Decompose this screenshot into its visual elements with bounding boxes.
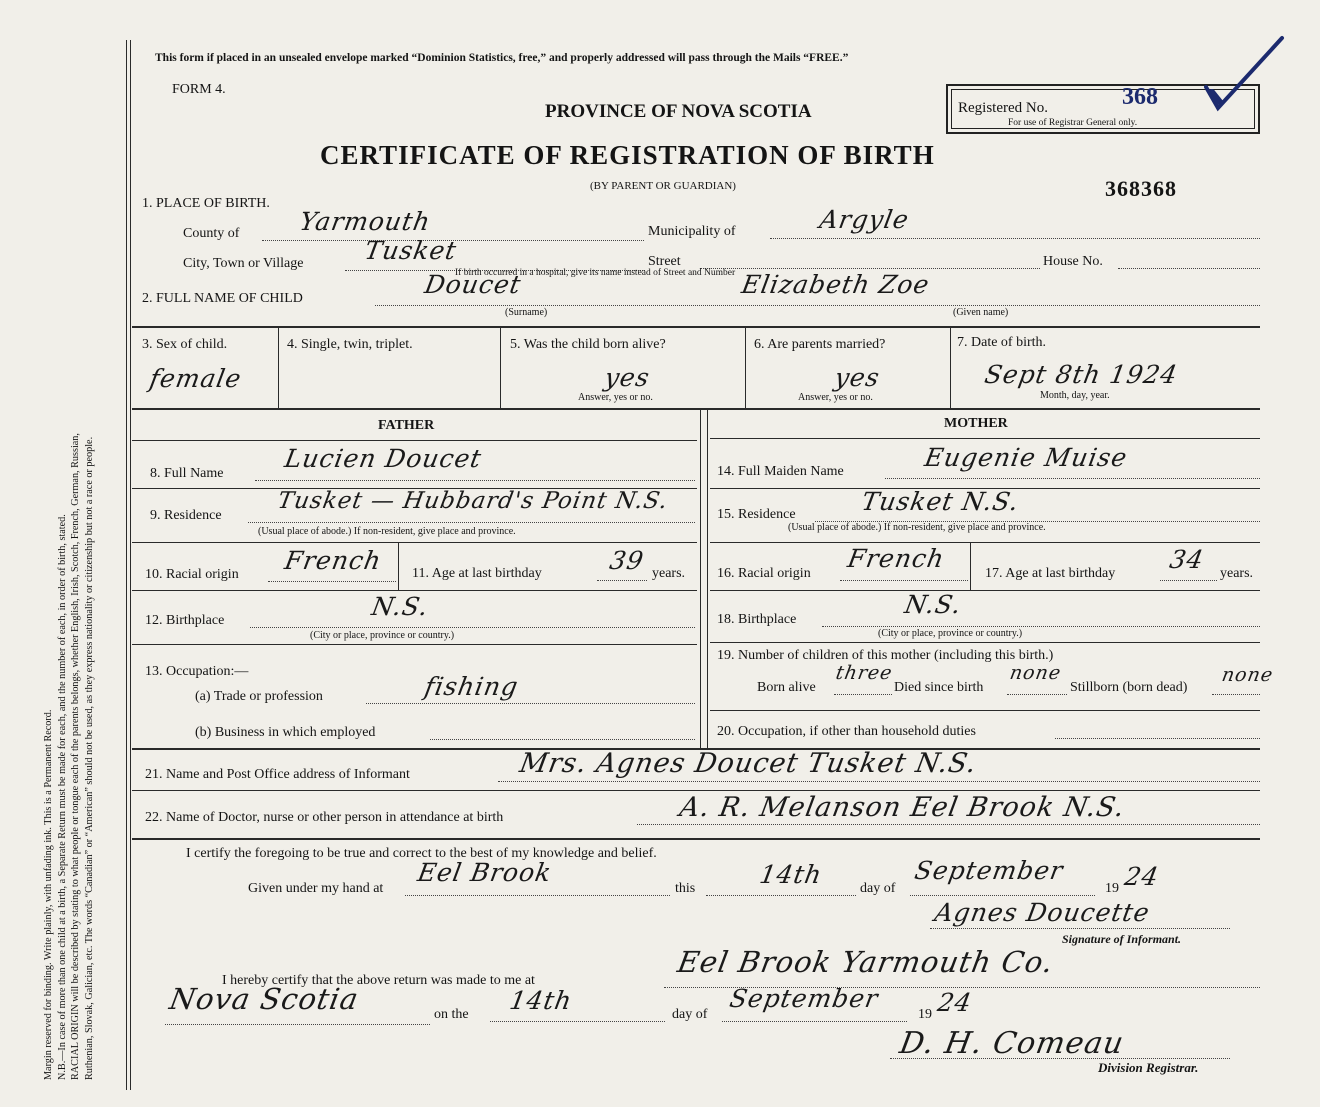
children-count-label: 19. Number of children of this mother (including this birth.) [717,648,1054,663]
business-label: (b) Business in which employed [195,725,376,740]
registered-label: Registered No. [958,100,1048,116]
father-years-label: years. [652,566,686,581]
born-alive-answer: yes [602,363,653,392]
date-of-birth-label: 7. Date of birth. [957,335,1047,350]
serial-number: 368368 [1105,176,1177,201]
father-age-label: 11. Age at last birthday [412,566,542,581]
mailing-note: This form if placed in an unsealed envelope marked “Dominion Statistics, free,” and properly addressed will pass through the Mails “FREE.” [155,52,849,64]
certify-statement: I certify the foregoing to be true and correct to the best of my knowledge and belief. [186,846,657,861]
multiple-birth-label: 4. Single, twin, triplet. [287,337,413,352]
municipality-label: Municipality of [648,224,736,239]
informant-signature: Agnes Doucette [932,898,1153,927]
mother-age-value: 34 [1167,545,1207,574]
born-alive-question: 5. Was the child born alive? [510,337,666,352]
certify-year-prefix: 19 [1105,881,1119,896]
mother-name-value: Eugenie Muise [922,443,1130,472]
province-heading: PROVINCE OF NOVA SCOTIA [545,101,812,122]
born-alive-label: Born alive [757,680,816,695]
certify-month-value: September [912,856,1066,885]
father-age-value: 39 [607,546,647,575]
father-racial-origin-label: 10. Racial origin [145,567,239,582]
registered-number: 368 [1122,84,1158,110]
municipality-value: Argyle [817,205,912,234]
married-answer-caption: Answer, yes or no. [798,392,873,403]
mother-birthplace-caption: (City or place, province or country.) [878,628,1023,639]
certify-day-of-label: day of [860,881,896,896]
born-alive-count: three [834,662,895,684]
mother-residence-label: 15. Residence [717,507,796,522]
division-registrar-caption: Division Registrar. [1098,1060,1199,1075]
stillborn-count: none [1220,664,1276,686]
mother-residence-caption: (Usual place of abode.) If non-resident, give place and province. [788,522,1046,533]
margin-note-4: Ruthenian, Slovak, Galician, etc. The words “Canadian” or “American” should not be used, as they express nationality or citizenship but not a race or people. [83,436,95,1080]
registrar-day-of-label: day of [672,1007,708,1022]
father-racial-origin-value: French [282,546,384,575]
hospital-note: If birth occurred in a hospital, give its name instead of Street and Number [455,268,736,278]
died-since-birth-count: none [1008,662,1064,684]
father-name-value: Lucien Doucet [282,444,485,473]
registrar-year-value: 24 [935,988,975,1017]
city-label: City, Town or Village [183,256,304,271]
certify-this-label: this [675,881,696,896]
informant-value: Mrs. Agnes Doucet Tusket N.S. [517,748,980,779]
father-residence-value: Tusket — Hubbard's Point N.S. [275,488,671,514]
mother-name-label: 14. Full Maiden Name [717,464,844,479]
father-birthplace-caption: (City or place, province or country.) [310,630,455,641]
parents-married-question: 6. Are parents married? [754,337,886,352]
mother-occupation-label: 20. Occupation, if other than household duties [717,724,976,739]
registrar-statement: I hereby certify that the above return was made to me at [222,973,535,988]
father-heading: FATHER [378,418,435,433]
sex-label: 3. Sex of child. [142,337,228,352]
occupation-label: 13. Occupation:— [145,664,249,679]
certify-year-value: 24 [1122,862,1162,891]
margin-rule-inner [130,40,131,1090]
child-given-name-value: Elizabeth Zoe [739,270,932,299]
mother-heading: MOTHER [944,416,1008,431]
child-surname-value: Doucet [422,270,524,299]
date-caption: Month, day, year. [1040,390,1110,401]
mother-birthplace-label: 18. Birthplace [717,612,797,627]
informant-signature-caption: Signature of Informant. [1062,932,1182,946]
registrar-signature: D. H. Comeau [896,1026,1127,1061]
surname-caption: (Surname) [505,307,548,318]
city-value: Tusket [362,236,460,265]
given-name-caption: (Given name) [953,307,1009,318]
sex-value: female [147,364,245,393]
mother-residence-value: Tusket N.S. [859,487,1022,516]
died-since-birth-label: Died since birth [894,680,984,695]
certify-day-value: 14th [757,860,825,889]
doctor-value: A. R. Melanson Eel Brook N.S. [677,792,1128,823]
mother-age-label: 17. Age at last birthday [985,566,1116,581]
page-title: CERTIFICATE OF REGISTRATION OF BIRTH [320,140,935,170]
mother-racial-origin-value: French [845,544,947,573]
registrar-month-value: September [727,984,881,1013]
child-name-label: 2. FULL NAME OF CHILD [142,291,303,306]
doctor-label: 22. Name of Doctor, nurse or other person in attendance at birth [145,810,504,825]
registrar-place-value: Eel Brook Yarmouth Co. [675,945,1057,979]
stillborn-label: Stillborn (born dead) [1070,680,1188,695]
certify-place-value: Eel Brook [415,858,555,887]
date-of-birth-value: Sept 8th 1924 [982,360,1181,389]
registrar-year-prefix: 19 [918,1007,932,1022]
mother-birthplace-value: N.S. [902,590,964,619]
father-birthplace-value: N.S. [369,592,431,621]
margin-note-3: RACIAL ORIGIN will be described by stating to what people or tongue each of the parents belongs, whether English, Irish, Scotch, French, German, Russian, [70,433,82,1080]
county-value: Yarmouth [297,207,433,236]
trade-label: (a) Trade or profession [195,689,323,704]
subtitle: (BY PARENT OR GUARDIAN) [590,180,736,192]
street-label: Street [648,254,681,269]
father-residence-label: 9. Residence [150,508,222,523]
county-label: County of [183,226,240,241]
check-mark-icon [1200,32,1290,112]
father-birthplace-label: 12. Birthplace [145,613,225,628]
registrar-day-value: 14th [507,986,575,1015]
place-of-birth-label: 1. PLACE OF BIRTH. [142,196,270,211]
given-under-hand-label: Given under my hand at [248,881,384,896]
mother-racial-origin-label: 16. Racial origin [717,566,811,581]
form-number: FORM 4. [172,82,226,97]
margin-note-1: Margin reserved for binding. Write plainly, with unfading ink. This is a Permanent Record. [43,709,54,1080]
alive-answer-caption: Answer, yes or no. [578,392,653,403]
trade-value: fishing [422,672,521,701]
margin-notes [42,50,128,1080]
father-residence-caption: (Usual place of abode.) If non-resident, give place and province. [258,526,516,537]
registrar-on-the-label: on the [434,1007,469,1022]
parents-married-answer: yes [832,363,883,392]
informant-label: 21. Name and Post Office address of Informant [145,767,410,782]
registered-note: For use of Registrar General only. [1008,118,1138,128]
registrar-place-value-2: Nova Scotia [167,982,362,1016]
father-name-label: 8. Full Name [150,466,224,481]
margin-note-2: N.B.—In case of more than one child at a birth, a Separate Return must be made for each, and the number of each, in order of birth, stated. [56,514,68,1080]
house-number-label: House No. [1043,254,1103,269]
mother-years-label: years. [1220,566,1254,581]
